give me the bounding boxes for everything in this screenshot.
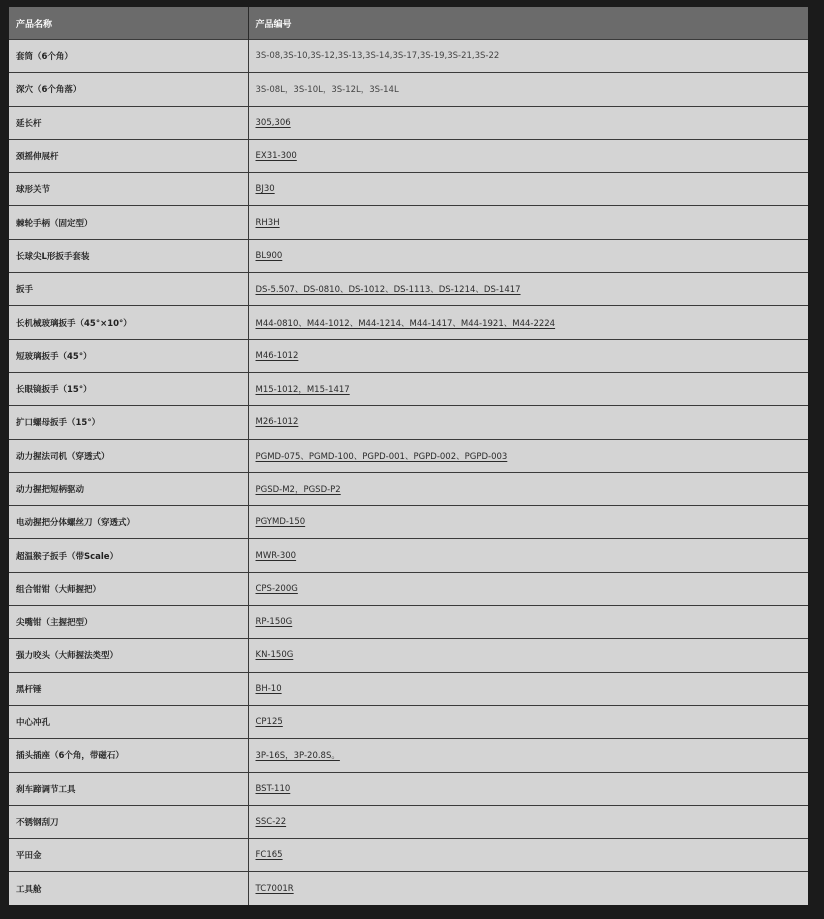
product-name-cell: 套筒（6个角） [9,40,248,73]
product-code-cell [248,406,808,439]
product-code-cell [248,206,808,239]
product-code-link[interactable]: FC165 [255,850,283,861]
product-code-cell [248,805,808,838]
table-row [9,506,808,539]
table-row [9,206,808,239]
table-row [9,472,808,505]
table-header-row [9,7,808,40]
table-row [9,705,808,738]
product-code-link[interactable]: BST-110 [255,783,291,794]
product-code-link[interactable]: M26-1012 [255,417,299,428]
product-name-cell: 颈摇伸展杆 [9,139,248,172]
table-row [9,273,808,306]
product-code-cell [248,872,808,905]
table-row [9,239,808,272]
table-row [9,372,808,405]
product-code-cell [248,439,808,472]
table-row [9,539,808,572]
table-row [9,339,808,372]
product-code-cell [248,239,808,272]
product-name-cell: 电动握把分体螺丝刀（穿透式） [9,506,248,539]
product-code-link[interactable]: 305,306 [255,117,291,128]
table-row [9,639,808,672]
product-code-cell [248,639,808,672]
product-code-link[interactable]: RH3H [255,217,280,228]
table-row [9,872,808,905]
table-body [9,40,808,905]
product-name-cell: 球形关节 [9,173,248,206]
product-code-cell [248,306,808,339]
product-code-cell [248,539,808,572]
product-table-container [9,7,808,905]
product-code-link[interactable]: SSC-22 [255,816,287,827]
table-row [9,772,808,805]
table-row [9,805,808,838]
product-code-cell [248,672,808,705]
product-code-link[interactable]: RP-150G [255,617,293,628]
product-code-link[interactable]: EX31-300 [255,151,297,162]
product-code-cell [248,705,808,738]
product-code-link[interactable]: M44-0810、M44-1012、M44-1214、M44-1417、M44-1921、M44-2224 [255,318,556,329]
product-name-cell: 工具舱 [9,872,248,905]
product-code-cell [248,606,808,639]
product-code-cell [248,772,808,805]
header-product-name: 产品名称 [9,7,248,40]
product-name-cell: 中心冲孔 [9,705,248,738]
product-code-link[interactable]: MWR-300 [255,550,297,561]
table-row [9,73,808,106]
product-code-link[interactable]: CPS-200G [255,583,298,594]
product-code-link[interactable]: TC7001R [255,883,294,894]
product-code-link[interactable]: CP125 [255,717,283,728]
product-name-cell: 动力握把短柄驱动 [9,472,248,505]
product-code-cell [248,173,808,206]
product-code-link[interactable]: PGMD-075、PGMD-100、PGPD-001、PGPD-002、PGPD-003 [255,451,508,462]
product-table [9,7,808,905]
product-code-cell [248,106,808,139]
product-code-cell [248,273,808,306]
product-code-cell [248,839,808,872]
product-name-cell: 刹车蹄调节工具 [9,772,248,805]
product-code-link[interactable]: BL900 [255,250,283,261]
product-name-cell: 强力咬头（大师握法类型） [9,639,248,672]
product-code-link[interactable]: BJ30 [255,184,275,195]
table-row [9,106,808,139]
product-code-link[interactable]: KN-150G [255,650,294,661]
product-name-cell: 扳手 [9,273,248,306]
product-code-link[interactable]: PGSD-M2，PGSD-P2 [255,485,341,495]
product-code-link[interactable]: BH-10 [255,683,282,694]
product-code-cell [248,73,808,106]
product-name-cell: 深穴（6个角落） [9,73,248,106]
product-name-cell: 超温猴子扳手（带Scale） [9,539,248,572]
product-name-cell: 长球尖L形扳手套装 [9,239,248,272]
product-code-cell [248,339,808,372]
table-row [9,306,808,339]
product-code-cell [248,472,808,505]
product-code-cell [248,572,808,605]
product-code-cell [248,372,808,405]
product-code-link[interactable]: PGYMD-150 [255,517,306,528]
product-name-cell: 动力握法司机（穿透式） [9,439,248,472]
table-row [9,672,808,705]
table-row [9,839,808,872]
product-name-cell: 插头插座（6个角，带磁石） [9,739,248,772]
product-name-cell: 黑杆锤 [9,672,248,705]
product-name-cell: 尖嘴钳（主握把型） [9,606,248,639]
table-row [9,40,808,73]
product-name-cell: 扩口螺母扳手（15°） [9,406,248,439]
product-name-cell: 组合钳钳（大师握把） [9,572,248,605]
table-row [9,572,808,605]
product-code-cell [248,506,808,539]
product-name-cell: 延长杆 [9,106,248,139]
table-row [9,439,808,472]
table-row [9,606,808,639]
product-code-cell [248,139,808,172]
product-name-cell: 长眼镜扳手（15°） [9,372,248,405]
product-code-link[interactable]: M46-1012 [255,350,299,361]
product-code-link[interactable]: 3P-16S，3P-20.8S。 [255,751,340,762]
table-row [9,173,808,206]
product-code-link[interactable]: M15-1012，M15-1417 [255,385,350,396]
product-name-cell: 平田金 [9,839,248,872]
product-name-cell: 长机械玻璃扳手（45°×10°） [9,306,248,339]
product-code-text: 3S-08,3S-10,3S-12,3S-13,3S-14,3S-17,3S-19,3S-21,3S-22 [255,51,500,62]
product-code-cell [248,739,808,772]
product-code-text: 3S-08L，3S-10L，3S-12L，3S-14L [255,85,399,96]
table-row [9,139,808,172]
product-name-cell: 不锈钢刮刀 [9,805,248,838]
product-code-link[interactable]: DS-5.507、DS-0810、DS-1012、DS-1113、DS-1214、DS-1417 [255,285,521,296]
product-code-cell [248,40,808,73]
table-row [9,739,808,772]
header-product-code: 产品编号 [248,7,808,40]
product-name-cell: 棘轮手柄（固定型） [9,206,248,239]
table-row [9,406,808,439]
product-name-cell: 短玻璃扳手（45°） [9,339,248,372]
